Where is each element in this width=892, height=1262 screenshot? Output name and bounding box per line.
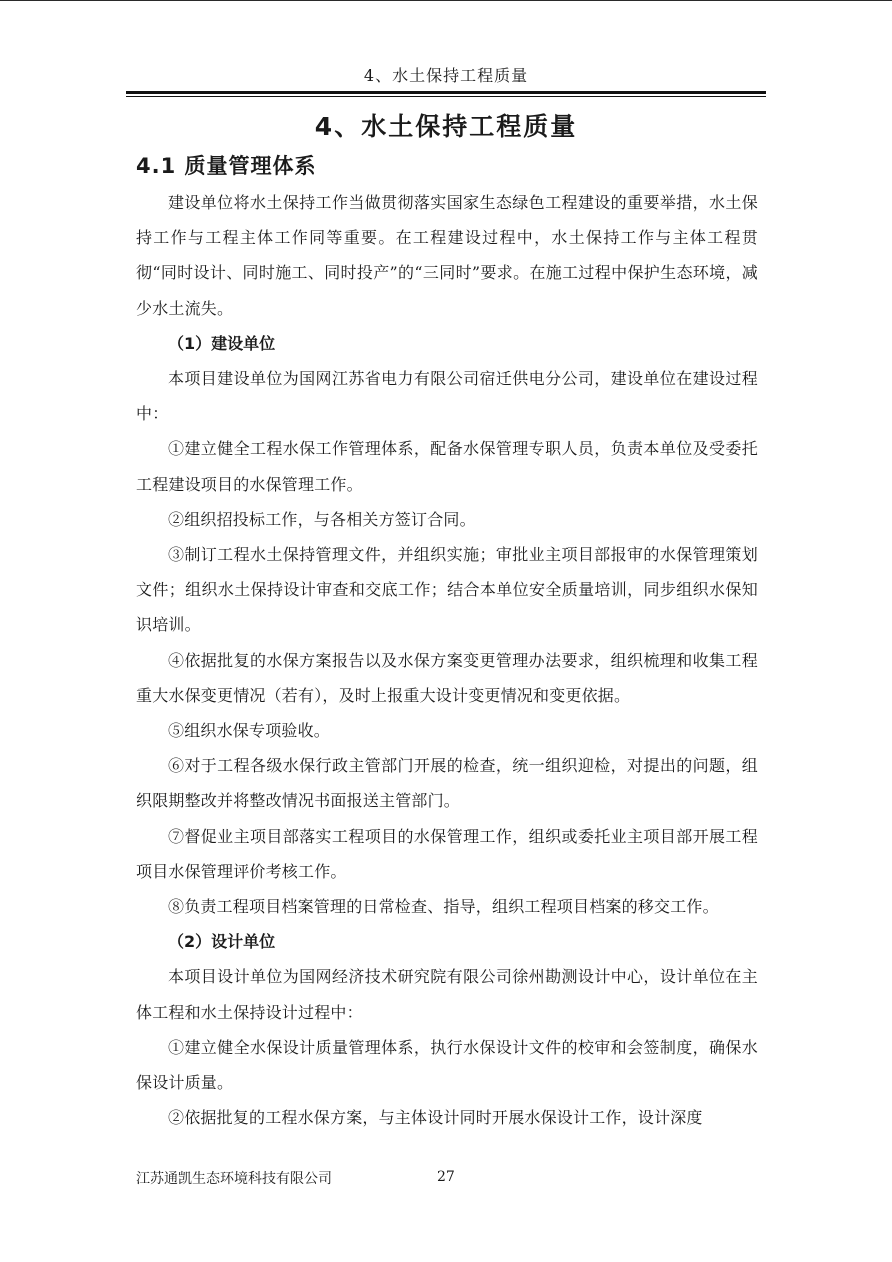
subheading: （2）设计单位 — [168, 932, 276, 952]
subheading: （1）建设单位 — [168, 333, 276, 353]
paragraph: 建设单位将水土保持工作当做贯彻落实国家生态绿色工程建设的重要举措，水土保持工作与工程主体工作同等重要。在工程建设过程中，水土保持工作与主体工程贯彻“同时设计、同时施工、同时投产”的“三同时”要求。在施工过程中保护生态环境，减少水土流失。 — [136, 193, 758, 318]
paragraph: ⑦督促业主项目部落实工程项目的水保管理工作，组织或委托业主项目部开展工程项目水保管理评价考核工作。 — [136, 826, 758, 881]
paragraph: 本项目设计单位为国网经济技术研究院有限公司徐州勘测设计中心，设计单位在主体工程和水土保持设计过程中： — [136, 967, 758, 1022]
header-rule-thick — [126, 91, 766, 94]
paragraph: ③制订工程水土保持管理文件，并组织实施；审批业主项目部报审的水保管理策划文件；组织水土保持设计审查和交底工作；结合本单位安全质量培训，同步组织水保知识培训。 — [136, 545, 758, 635]
section-title: 4.1 质量管理体系 — [136, 154, 317, 178]
paragraph: ①建立健全水保设计质量管理体系，执行水保设计文件的校审和会签制度，确保水保设计质量。 — [136, 1037, 758, 1093]
paragraph: 本项目建设单位为国网江苏省电力有限公司宿迁供电分公司，建设单位在建设过程中： — [136, 369, 758, 424]
paragraph: ②组织招投标工作，与各相关方签订合同。 — [168, 509, 476, 529]
paragraph: ④依据批复的水保方案报告以及水保方案变更管理办法要求，组织梳理和收集工程重大水保变更情况（若有），及时上报重大设计变更情况和变更依据。 — [136, 650, 758, 705]
paragraph: ⑤组织水保专项验收。 — [168, 721, 331, 741]
top-border-line — [0, 0, 892, 1]
chapter-title: 4、水土保持工程质量 — [314, 112, 578, 141]
page-number: 27 — [437, 1169, 455, 1185]
paragraph: ①建立健全工程水保工作管理体系，配备水保管理专职人员，负责本单位及受委托工程建设项目的水保管理工作。 — [136, 439, 758, 494]
footer-company: 江苏通凯生态环境科技有限公司 — [136, 1171, 332, 1187]
running-header: 4、水土保持工程质量 — [363, 66, 529, 85]
paragraph: ⑧负责工程项目档案管理的日常检查、指导，组织工程项目档案的移交工作。 — [168, 897, 719, 917]
header-rule-thin — [126, 96, 766, 97]
body-text — [136, 185, 758, 1135]
paragraph: ②依据批复的工程水保方案，与主体设计同时开展水保设计工作，设计深度 — [168, 1108, 703, 1128]
paragraph: ⑥对于工程各级水保行政主管部门开展的检查，统一组织迎检，对提出的问题，组织限期整改并将整改情况书面报送主管部门。 — [136, 756, 758, 811]
